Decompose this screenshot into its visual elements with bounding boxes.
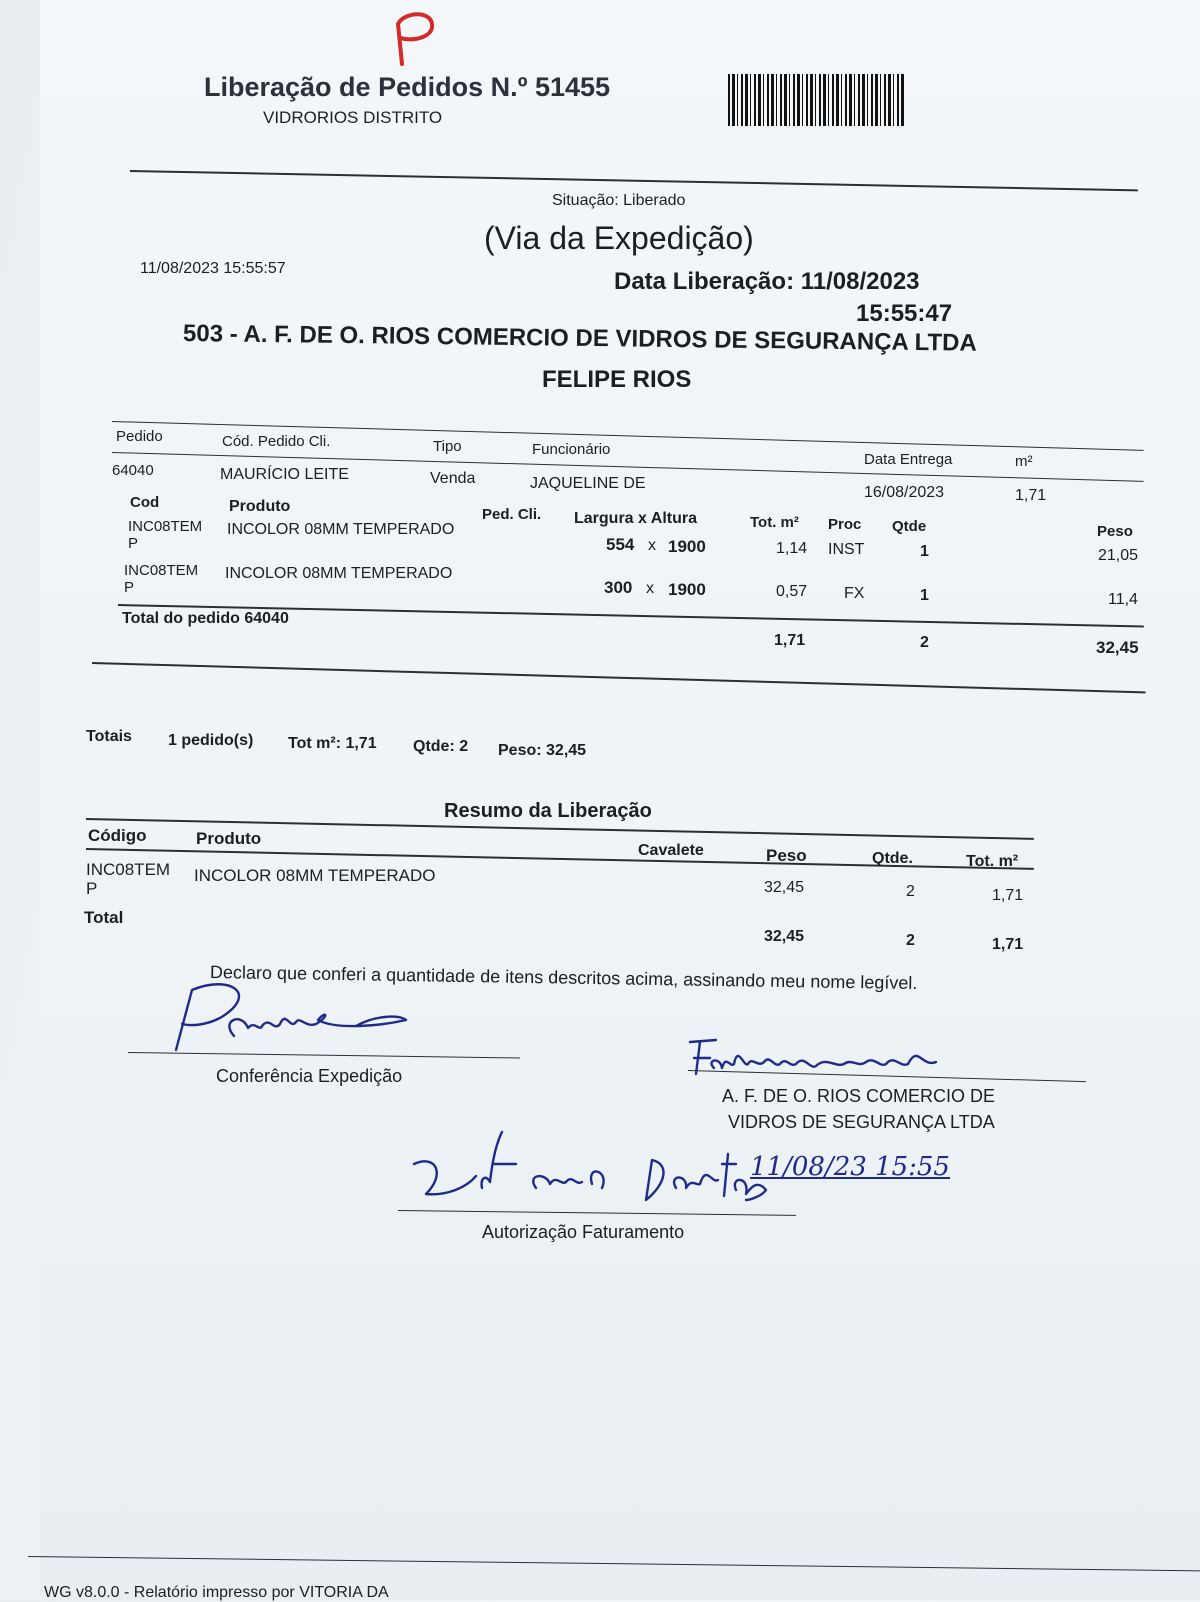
item-col-cod: Cod — [130, 494, 160, 511]
order-cod-pedido-cli: MAURÍCIO LEITE — [220, 466, 349, 483]
resumo-row-qtde: 2 — [906, 883, 915, 900]
item-1-largura: 554 — [606, 535, 635, 554]
data-liberacao-time: 15:55:47 — [856, 300, 953, 327]
client-name: 503 - A. F. DE O. RIOS COMERCIO DE VIDROS DE SEGURANÇA LTDA — [182, 320, 977, 357]
order-funcionario: JAQUELINE DE — [530, 475, 646, 492]
resumo-row-tot-m2: 1,71 — [992, 887, 1024, 904]
item-2-proc: FX — [844, 585, 865, 602]
resumo-row-codigo-suffix: P — [86, 879, 98, 898]
resumo-col-qtde: Qtde. — [872, 850, 913, 867]
item-col-largura-altura: Largura x Altura — [574, 510, 697, 527]
item-2-cod: INC08TEM — [124, 562, 199, 579]
conferencia-signature — [150, 980, 430, 1060]
order-m2: 1,71 — [1015, 487, 1047, 504]
item-1-x: x — [648, 537, 656, 554]
via-text: (Via da Expedição) — [484, 220, 754, 256]
item-2-x: x — [646, 580, 654, 597]
item-1-cod: INC08TEM — [128, 518, 203, 535]
col-data-entrega: Data Entrega — [864, 451, 953, 468]
item-1-cod-suffix: P — [128, 535, 139, 552]
totais-tot-m2: Tot m²: 1,71 — [288, 735, 377, 752]
resumo-total-peso: 32,45 — [764, 928, 805, 945]
totais-label: Totais — [86, 728, 132, 745]
order-total-qtde: 2 — [920, 634, 929, 651]
item-2-largura: 300 — [604, 578, 633, 597]
item-1-peso: 21,05 — [1098, 547, 1139, 564]
situacao-text: Situação: Liberado — [552, 192, 686, 209]
item-col-qtde: Qtde — [892, 518, 927, 535]
red-check-mark — [378, 8, 448, 68]
item-2-qtde: 1 — [920, 587, 929, 604]
item-1-qtde: 1 — [920, 543, 929, 560]
item-col-tot-m2: Tot. m² — [750, 514, 799, 531]
col-funcionario: Funcionário — [532, 441, 611, 458]
resumo-title: Resumo da Liberação — [444, 800, 652, 822]
item-2-altura: 1900 — [668, 580, 706, 599]
item-col-peso: Peso — [1097, 523, 1133, 540]
order-total-m2: 1,71 — [774, 632, 806, 649]
resumo-row-produto: INCOLOR 08MM TEMPERADO — [194, 866, 436, 885]
col-tipo: Tipo — [433, 438, 462, 455]
conferencia-label: Conferência Expedição — [216, 1066, 403, 1086]
autorizacao-label: Autorização Faturamento — [482, 1222, 685, 1242]
resumo-total-qtde: 2 — [906, 932, 915, 949]
footer-text: WG v8.0.0 - Relatório impresso por VITORIA DA — [44, 1584, 389, 1601]
resumo-total-tot-m2: 1,71 — [992, 936, 1024, 953]
order-tipo: Venda — [430, 470, 476, 487]
printed-datetime: 11/08/2023 15:55:57 — [140, 260, 286, 277]
declaration-text: Declaro que conferi a quantidade de itens descritos acima, assinando meu nome legível. — [209, 962, 918, 994]
data-liberacao: Data Liberação: 11/08/2023 — [614, 268, 920, 295]
autorizacao-signature — [406, 1124, 806, 1214]
company-line-1: A. F. DE O. RIOS COMERCIO DE — [722, 1086, 996, 1106]
item-2-cod-suffix: P — [124, 579, 135, 596]
resumo-col-codigo: Código — [88, 826, 147, 845]
item-col-proc: Proc — [828, 516, 862, 533]
company-line-2: VIDROS DE SEGURANÇA LTDA — [728, 1112, 995, 1132]
col-cod-pedido-cli: Cód. Pedido Cli. — [222, 433, 331, 450]
item-1-proc: INST — [828, 541, 865, 558]
resumo-total-label: Total — [84, 908, 124, 927]
order-total-label: Total do pedido 64040 — [122, 610, 289, 627]
resumo-col-cavalete: Cavalete — [638, 842, 704, 859]
col-m2: m² — [1015, 453, 1033, 470]
item-1-tot-m2: 1,14 — [776, 540, 808, 557]
resumo-col-tot-m2: Tot. m² — [966, 853, 1019, 870]
item-2-tot-m2: 0,57 — [776, 583, 808, 600]
item-col-produto: Produto — [229, 498, 291, 515]
barcode — [728, 74, 906, 126]
totais-peso: Peso: 32,45 — [498, 742, 587, 759]
item-1-produto: INCOLOR 08MM TEMPERADO — [227, 521, 455, 538]
item-2-peso: 11,4 — [1108, 591, 1138, 608]
resumo-col-produto: Produto — [196, 829, 262, 848]
item-2-produto: INCOLOR 08MM TEMPERADO — [225, 565, 453, 582]
company-subtitle: VIDRORIOS DISTRITO — [263, 108, 443, 127]
col-pedido: Pedido — [116, 428, 163, 445]
handwritten-date: 11/08/23 15:55 — [750, 1152, 950, 1182]
client-contact: FELIPE RIOS — [542, 366, 692, 393]
item-1-altura: 1900 — [668, 537, 706, 556]
totais-qtde: Qtde: 2 — [413, 738, 469, 755]
report-title: Liberação de Pedidos N.º 51455 — [204, 72, 611, 102]
item-col-ped-cli: Ped. Cli. — [482, 506, 542, 523]
order-pedido: 64040 — [112, 462, 154, 479]
resumo-row-peso: 32,45 — [764, 879, 805, 896]
resumo-col-peso: Peso — [766, 846, 807, 865]
resumo-row-codigo: INC08TEM — [86, 860, 171, 879]
totais-pedidos: 1 pedido(s) — [168, 732, 254, 749]
order-total-peso: 32,45 — [1096, 638, 1139, 657]
order-data-entrega: 16/08/2023 — [864, 484, 945, 501]
